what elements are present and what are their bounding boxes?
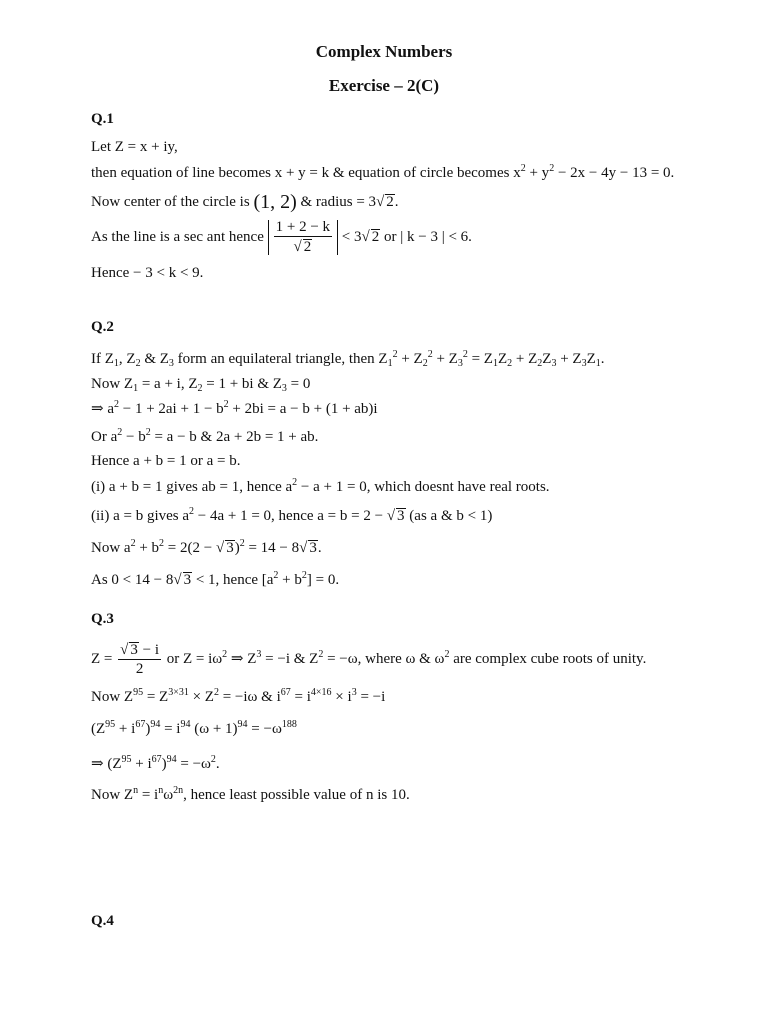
- q2-line-6: (i) a + b = 1 gives ab = 1, hence $a^2 - a + 1 = 0$, which doesnt have real roots.: [91, 477, 550, 495]
- q2-line-4: Or $a^2 - b^2 = a - b$ & 2a + 2b = 1 + ab.: [91, 427, 319, 445]
- question-label-q4: Q.4: [91, 913, 114, 929]
- q1-line-4: As the line is a sec ant hence $\frac{1 + 2 - k}{√ 2}$ < 3√ 2 or | k − 3 | < 6.: [91, 219, 472, 255]
- q2-line-5: Hence a + b = 1 or a = b.: [91, 453, 241, 469]
- q2-line-1: If $Z_1$, $Z_2$ & $Z_3$ form an equilateral triangle, then $Z_1^2 + Z_2^2 + Z_3^2 = Z_1Z_2 + Z_2Z_3 + Z_3Z_1$.: [91, 349, 605, 369]
- question-label-q3: Q.3: [91, 611, 114, 627]
- question-label-q2: Q.2: [91, 319, 114, 335]
- q3-line-4: ⇒ $(Z^{95} + i^{67})^{94} = -\omega^2$.: [91, 754, 220, 772]
- q1-line-3: Now center of the circle is (1, 2) & radius = 3√ 2.: [91, 191, 399, 213]
- page-title: Complex Numbers: [315, 42, 453, 61]
- q2-line-2: Now $Z_1 = a + i$, $Z_2 = 1$ + bi & $Z_3 = 0$: [91, 376, 311, 394]
- q3-line-1: Z = $\frac{√ 3 - i}{2}$ or $Z = i\omega^2$ ⇒ $Z^3 = -i$ & $Z^2 = -\omega$, where ω & $\omega^2$ are complex cube roots of unity.: [91, 642, 647, 677]
- q1-fraction: $\frac{1 + 2 - k}{√ 2}$: [275, 219, 331, 255]
- q1-line-1: Let Z = x + iy,: [91, 139, 178, 155]
- q2-line-7: (ii) a = b gives $a^2 - 4a + 1 = 0$, hence a = b = 2 − √ 3 (as a & b < 1): [91, 506, 493, 524]
- q1-line-5: Hence − 3 < k < 9.: [91, 265, 204, 281]
- q1-line-2: then equation of line becomes x + y = k & equation of circle becomes $x^2 + y^2 - 2x - 4y - 13 = 0$.: [91, 163, 675, 181]
- q3-line-5: Now $Z^n = i^n\omega^{2n}$, hence least possible value of n is 10.: [91, 785, 410, 803]
- question-label-q1: Q.1: [91, 111, 114, 127]
- q3-fraction: $\frac{√ 3 - i}{2}$: [120, 642, 159, 677]
- q3-line-3: $(Z^{95} + i^{67})^{94} = i^{94}$ $(\omega + 1)^{94} = -\omega^{188}$: [91, 719, 297, 737]
- q2-line-3: ⇒ $a^2 - 1 + 2ai + 1 - b^2 + 2bi = a - b + (1 + ab)i$: [91, 399, 378, 417]
- q2-line-8: Now $a^2 + b^2 = 2(2$ − √ 3)$^2$ = 14 − 8√ 3.: [91, 538, 322, 556]
- q3-line-2: Now $Z^{95} = Z^{3\times 31} \times Z^2 = -i\omega$ & $i^{67} = i^{4\times 16} \times i^3 = -i$: [91, 687, 386, 705]
- exercise-subtitle: Exercise – 2(C): [328, 76, 440, 95]
- q2-line-9: As 0 < 14 − 8√ 3 < 1, hence $[a^2 + b^2] = 0$.: [91, 570, 340, 588]
